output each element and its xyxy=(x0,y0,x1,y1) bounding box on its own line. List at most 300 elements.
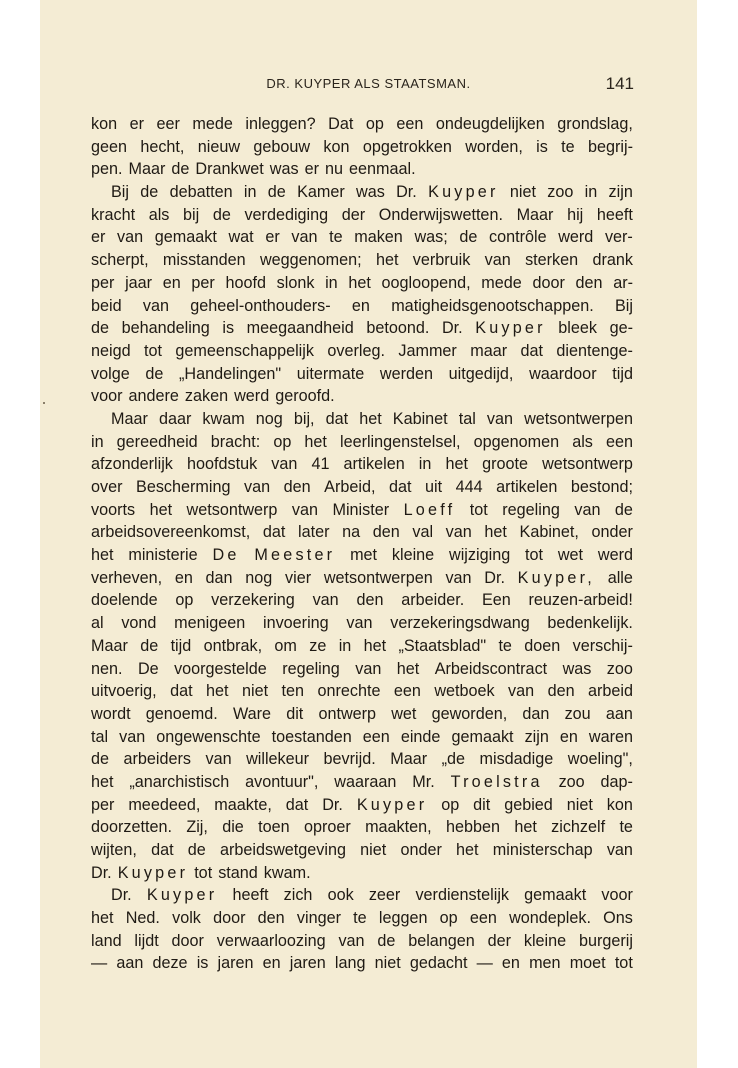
word: op xyxy=(441,795,460,814)
word: jaren xyxy=(289,954,326,973)
word: ministerschap xyxy=(492,841,593,859)
word: van xyxy=(486,409,514,428)
word: geroofd. xyxy=(275,387,335,406)
word: Een xyxy=(481,591,511,610)
word: menigeen xyxy=(174,614,246,633)
word: voorts xyxy=(91,500,136,519)
word: doorzetten. xyxy=(91,818,172,837)
word: betoond. xyxy=(366,319,430,338)
spaced-name: Kuyper xyxy=(428,183,499,202)
word: voor xyxy=(91,387,123,406)
word: van xyxy=(484,251,511,270)
word: — xyxy=(476,954,493,973)
word: weggenomen; xyxy=(259,251,362,270)
word: is xyxy=(196,954,209,973)
word: er xyxy=(304,160,319,179)
word: zijn xyxy=(608,183,633,202)
word: de xyxy=(91,750,110,769)
word: het xyxy=(348,273,371,292)
word: uit xyxy=(425,478,443,496)
word: meedeed, xyxy=(128,795,201,814)
word: kwam xyxy=(202,409,245,428)
word: zijn xyxy=(524,727,549,746)
word: behandeling xyxy=(121,319,210,338)
word: in xyxy=(243,183,257,202)
word: arbeiders xyxy=(123,750,191,769)
word: nieuw xyxy=(197,137,241,156)
word: van xyxy=(346,614,373,633)
word: het xyxy=(514,818,537,837)
word: de xyxy=(377,931,396,950)
word: contrôle xyxy=(489,228,547,247)
word: is xyxy=(536,137,548,156)
word: ver- xyxy=(604,228,633,247)
word: kracht xyxy=(91,205,136,224)
word: toestanden xyxy=(271,727,352,746)
text-line xyxy=(91,907,633,930)
word: gemeenschappelijk xyxy=(175,341,314,360)
word: was xyxy=(269,160,299,179)
word: het xyxy=(445,455,468,474)
word: er xyxy=(129,115,145,133)
word: slonk xyxy=(276,273,315,292)
word: drank xyxy=(592,251,633,270)
word: val xyxy=(412,523,434,542)
word: den xyxy=(356,591,384,610)
word: misdadige xyxy=(479,750,554,769)
word: mede xyxy=(481,273,522,292)
word: wet xyxy=(557,546,584,565)
word: 444 xyxy=(455,478,483,496)
word: dat xyxy=(262,523,286,542)
word: zoo xyxy=(547,183,574,202)
word: op xyxy=(439,909,458,928)
spaced-name: Kuyper xyxy=(146,886,218,905)
word: jaren xyxy=(217,954,254,973)
word: van xyxy=(445,523,472,542)
word: op xyxy=(175,591,194,610)
text-line xyxy=(91,521,633,544)
word: den xyxy=(283,478,311,496)
text-line xyxy=(91,136,633,159)
text-line xyxy=(91,431,633,454)
word: wat xyxy=(228,228,254,247)
word: maakte, xyxy=(214,795,272,814)
text-line xyxy=(91,385,633,408)
word: Zij, xyxy=(186,818,208,837)
word: gemaakt xyxy=(524,886,587,905)
word: van xyxy=(508,682,535,701)
word: meegaandheid xyxy=(246,319,354,338)
word: maken xyxy=(354,228,403,247)
word: maakten, xyxy=(365,818,432,837)
word: Minister xyxy=(332,500,390,519)
margin-speck xyxy=(43,402,45,404)
word: van xyxy=(119,727,146,746)
word: kleine xyxy=(391,546,435,565)
text-line xyxy=(91,476,633,499)
word: bracht: xyxy=(210,432,261,451)
word: vier xyxy=(285,568,312,587)
word: andere xyxy=(128,387,179,406)
word: over xyxy=(91,478,123,496)
word: het xyxy=(484,523,507,542)
word: begrij- xyxy=(587,137,633,156)
word: arbeidsovereenkomst, xyxy=(91,523,251,542)
text-line xyxy=(91,703,633,726)
word: oogloopend, xyxy=(381,273,471,292)
word: wetboek xyxy=(434,682,495,701)
word: Kabinet xyxy=(392,409,448,428)
word: van xyxy=(244,478,271,496)
word: Onderwijswetten. xyxy=(378,205,503,224)
word: hebben xyxy=(445,818,500,837)
word: het xyxy=(396,659,420,678)
word: dan xyxy=(522,704,550,723)
text-line xyxy=(91,680,633,703)
word: belangen xyxy=(408,931,475,950)
word: zoo xyxy=(606,659,633,678)
word: artikelen xyxy=(343,455,405,474)
word: werd xyxy=(234,387,270,406)
spaced-name: Kuyper xyxy=(475,319,546,338)
word: en xyxy=(501,954,520,973)
text-line xyxy=(91,204,633,227)
text-line xyxy=(91,158,633,181)
word: onder xyxy=(400,841,442,859)
text-line xyxy=(91,612,633,635)
word: matigheidsgenootschappen. xyxy=(391,296,594,315)
text-line xyxy=(91,181,633,204)
word: Dr. xyxy=(441,319,463,338)
word: dit xyxy=(473,795,491,814)
word: doelende xyxy=(91,591,158,610)
word: zoo xyxy=(558,772,585,791)
spaced-name: Troelstra xyxy=(450,772,543,791)
word: de xyxy=(140,636,159,655)
word: den xyxy=(575,273,603,292)
text-line xyxy=(91,453,633,476)
word: arbeider. xyxy=(401,591,465,610)
word: dientenge- xyxy=(556,341,633,360)
word: er xyxy=(265,228,280,247)
word: kleine xyxy=(523,931,567,950)
word: Ned. xyxy=(125,909,160,928)
word: Maar xyxy=(128,160,166,179)
word: met xyxy=(350,546,378,565)
spaced-name: Kuyper xyxy=(117,863,189,882)
word: gebouw xyxy=(253,137,311,156)
word: het xyxy=(91,772,114,791)
word: Mr. xyxy=(412,772,435,791)
word: lang xyxy=(334,954,366,973)
word: Maar xyxy=(390,750,428,769)
text-line xyxy=(91,567,633,590)
word: geheel-onthouders- xyxy=(190,296,331,315)
word: later xyxy=(298,523,330,542)
word: toen xyxy=(258,818,290,837)
word: te xyxy=(353,909,367,928)
word: en xyxy=(174,568,193,587)
word: leerlingenstelsel, xyxy=(339,432,461,451)
word: werd xyxy=(597,546,633,565)
word: afzonderlijk xyxy=(91,455,173,474)
word: eer xyxy=(156,115,180,133)
word: dan xyxy=(205,568,233,587)
text-line xyxy=(91,544,633,567)
word: daar xyxy=(158,409,192,428)
word: „de xyxy=(441,750,465,769)
word: aan xyxy=(116,954,144,973)
word: reuzen-arbeid! xyxy=(528,591,633,610)
word: bedenkelijk. xyxy=(547,614,633,633)
text-line xyxy=(91,113,633,136)
word: niet xyxy=(374,954,401,973)
word: gemaakt xyxy=(154,228,217,247)
spaced-name: De xyxy=(212,546,240,565)
text-line xyxy=(91,748,633,771)
word: dat xyxy=(285,795,309,814)
word: Bij xyxy=(614,296,633,315)
word: Bescherming xyxy=(136,478,231,496)
word: bij, xyxy=(293,409,315,428)
word: uitgedijd, xyxy=(448,364,514,383)
text-line xyxy=(91,226,633,249)
word: Arbeidscontract xyxy=(434,659,548,678)
word: van xyxy=(271,455,298,474)
text-line xyxy=(91,884,633,907)
word: werd xyxy=(558,228,594,247)
word: „Handelingen" xyxy=(179,364,282,383)
text-line xyxy=(91,794,633,817)
word: groote xyxy=(482,455,528,474)
word: einde xyxy=(400,727,441,746)
word: den xyxy=(372,523,400,542)
word: waaraan xyxy=(334,772,397,791)
word: verwaarloozing xyxy=(216,931,326,950)
text-line xyxy=(91,930,633,953)
word: „anarchistisch xyxy=(129,772,230,791)
word: niet xyxy=(360,841,387,859)
word: nen. xyxy=(91,659,123,678)
word: van xyxy=(142,296,169,315)
word: er xyxy=(91,228,106,247)
word: Bij xyxy=(111,183,129,202)
text-line xyxy=(91,839,633,862)
word: vinger xyxy=(296,909,341,928)
word: te xyxy=(561,137,575,156)
word: tot xyxy=(469,500,488,519)
word: wordt xyxy=(91,704,131,723)
word: opgenomen xyxy=(473,432,560,451)
word: Arbeid, xyxy=(324,478,376,496)
word: per xyxy=(91,273,115,292)
word: uitvoerig, xyxy=(91,682,157,701)
word: kon xyxy=(606,795,633,814)
word: debatten xyxy=(169,183,233,202)
word: gemaakt xyxy=(451,727,514,746)
word: gereedheid xyxy=(116,432,198,451)
word: opgetrokken xyxy=(362,137,452,156)
word: land xyxy=(91,931,122,950)
word: doen xyxy=(524,636,561,655)
word: zich xyxy=(283,886,313,905)
word: grondslag, xyxy=(557,115,633,133)
body-text xyxy=(91,113,633,975)
word: die xyxy=(222,818,244,837)
word: tot xyxy=(194,863,213,882)
word: dat xyxy=(388,478,412,496)
word: heeft xyxy=(596,205,633,224)
word: zichzelf xyxy=(551,818,606,837)
word: Drankwet xyxy=(195,160,264,179)
word: zeer xyxy=(368,886,401,905)
word: wijten, xyxy=(91,841,137,859)
word: van xyxy=(205,750,232,769)
word: het xyxy=(375,251,399,270)
word: burgerij xyxy=(578,931,633,950)
text-line xyxy=(91,317,633,340)
word: moet xyxy=(569,954,606,973)
word: tot xyxy=(144,341,162,360)
word: onder xyxy=(591,523,633,542)
word: Dr. xyxy=(396,183,417,202)
running-head: DR. KUYPER ALS STAATSMAN. xyxy=(266,76,471,91)
word: te xyxy=(498,636,512,655)
word: Ware xyxy=(232,704,272,723)
word: al xyxy=(91,614,104,633)
word: inleggen? xyxy=(245,115,316,133)
word: leggen xyxy=(378,909,428,928)
word: kon xyxy=(91,115,118,133)
word: de xyxy=(459,228,478,247)
word: hoofdstuk xyxy=(186,455,258,474)
word: ook xyxy=(327,886,354,905)
word: verdienstelijk xyxy=(415,886,510,905)
word: van xyxy=(312,591,339,610)
word: „Staatsblad" xyxy=(398,636,487,655)
word: Maar xyxy=(516,205,554,224)
word: invoering xyxy=(262,614,329,633)
word: ondeugdelijken xyxy=(435,115,545,133)
word: avontuur", xyxy=(245,772,319,791)
word: het xyxy=(149,500,173,519)
word: wijziging xyxy=(449,546,511,565)
text-line xyxy=(91,272,633,295)
word: scherpt, xyxy=(91,251,149,270)
word: een xyxy=(362,727,390,746)
word: Dr. xyxy=(484,568,505,587)
word: waren xyxy=(588,727,633,746)
text-line xyxy=(91,589,633,612)
word: ontbrak, xyxy=(203,636,263,655)
word: om xyxy=(274,636,297,655)
word: tijd xyxy=(170,636,192,655)
text-line xyxy=(91,771,633,794)
word: den xyxy=(547,682,575,701)
word: door xyxy=(532,273,565,292)
word: hij xyxy=(567,205,584,224)
word: de xyxy=(187,841,206,859)
word: bestond; xyxy=(570,478,633,496)
word: te xyxy=(619,818,633,837)
word: regeling xyxy=(502,500,560,519)
word: den xyxy=(257,909,285,928)
word: een xyxy=(393,682,421,701)
word: ongewenschte xyxy=(156,727,261,746)
word: hoofd xyxy=(225,273,266,292)
word: tot xyxy=(525,546,544,565)
word: Dr. xyxy=(91,863,112,882)
word: de xyxy=(614,500,633,519)
word: tijd xyxy=(612,364,633,383)
spaced-name: Kuyper xyxy=(356,795,428,814)
word: het xyxy=(359,409,382,428)
word: dat xyxy=(520,341,544,360)
word: tal xyxy=(91,727,109,746)
word: een xyxy=(469,909,497,928)
word: verbruik xyxy=(412,251,471,270)
word: der xyxy=(341,205,366,224)
word: het xyxy=(456,841,479,859)
word: nu xyxy=(325,160,344,179)
word: van xyxy=(338,931,365,950)
word: men xyxy=(529,954,561,973)
word: dat xyxy=(170,682,193,701)
word: was xyxy=(356,183,385,202)
word: wetsontwerp xyxy=(542,455,633,474)
word: werden xyxy=(379,364,433,383)
text-line xyxy=(91,249,633,272)
spaced-name: Loeff xyxy=(403,500,456,519)
word: en xyxy=(351,296,370,315)
word: volge xyxy=(91,364,130,383)
word: ontwerp xyxy=(318,704,377,723)
word: — xyxy=(91,954,108,973)
word: het xyxy=(91,546,114,565)
word: worden, xyxy=(465,137,523,156)
word: willekeur xyxy=(246,750,310,769)
spaced-name: Kuyper, xyxy=(517,568,595,587)
word: van xyxy=(291,500,318,519)
word: verzekeringsdwang xyxy=(390,614,530,633)
word: sterken xyxy=(525,251,579,270)
word: De xyxy=(137,659,159,678)
word: verdediging xyxy=(244,205,329,224)
word: een xyxy=(605,432,633,451)
word: heeft xyxy=(232,886,269,905)
word: het xyxy=(363,636,387,655)
word: Maar xyxy=(111,409,148,428)
word: zaken xyxy=(184,387,229,406)
word: bij xyxy=(183,205,200,224)
text-line xyxy=(91,295,633,318)
word: Ons xyxy=(603,909,633,928)
word: van xyxy=(445,568,472,587)
word: wetsontwerp xyxy=(186,500,278,519)
word: als xyxy=(572,432,593,451)
word: stand xyxy=(218,863,258,882)
word: artikelen xyxy=(496,478,558,496)
word: dit xyxy=(286,704,304,723)
word: en xyxy=(559,727,578,746)
word: genoemd. xyxy=(145,704,218,723)
word: in xyxy=(418,455,432,474)
word: ten xyxy=(281,682,305,701)
word: pen. xyxy=(91,160,123,179)
word: op xyxy=(365,115,384,133)
word: volk xyxy=(172,909,201,928)
